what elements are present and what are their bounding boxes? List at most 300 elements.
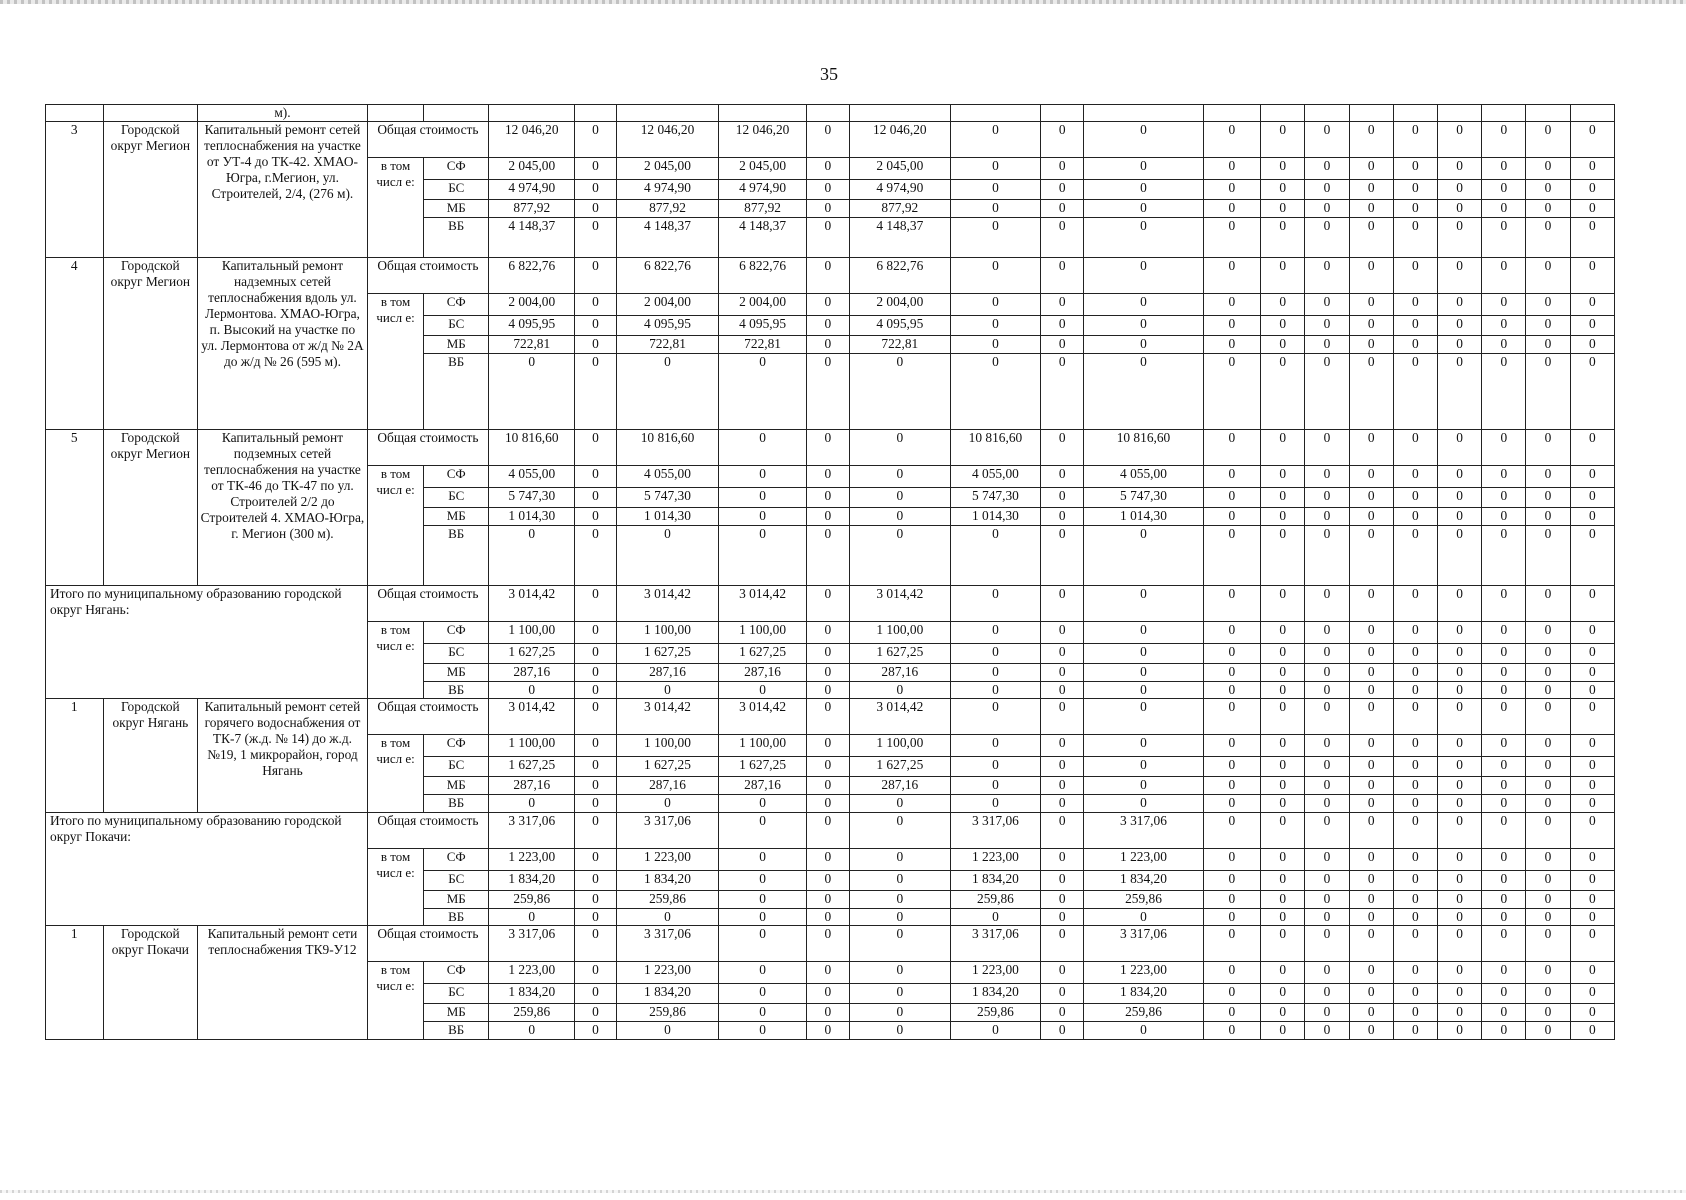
value-cell: 0: [1084, 586, 1203, 622]
value-cell: 1 627,25: [719, 757, 806, 777]
value-cell: 0: [1437, 682, 1481, 699]
value-cell: 0: [1203, 122, 1261, 158]
value-cell: 0: [1393, 258, 1437, 294]
value-cell: 3 014,42: [849, 586, 950, 622]
value-cell: 3 014,42: [719, 586, 806, 622]
value-cell: 1 223,00: [616, 962, 719, 984]
value-cell: 0: [1437, 891, 1481, 909]
value-cell: 0: [1393, 316, 1437, 336]
value-cell: 0: [1305, 586, 1349, 622]
value-cell: 1 834,20: [489, 871, 575, 891]
value-cell: 0: [1084, 757, 1203, 777]
value-cell: 0: [1437, 354, 1481, 430]
value-cell: 0: [1305, 962, 1349, 984]
value-cell: 0: [575, 813, 616, 849]
value-cell: 0: [1349, 735, 1393, 757]
value-cell: 0: [1393, 354, 1437, 430]
value-cell: 0: [1526, 849, 1570, 871]
value-cell: 0: [575, 909, 616, 926]
value-cell: 0: [1482, 926, 1526, 962]
value-cell: 0: [1482, 622, 1526, 644]
value-cell: 0: [1482, 813, 1526, 849]
value-cell: 0: [1203, 508, 1261, 526]
value-cell: 722,81: [489, 336, 575, 354]
value-cell: 0: [575, 294, 616, 316]
cell: [1349, 105, 1393, 122]
value-cell: 0: [1261, 777, 1305, 795]
value-cell: 0: [950, 200, 1040, 218]
value-cell: 0: [575, 354, 616, 430]
value-cell: 0: [1482, 526, 1526, 586]
total-cost-label: Общая стоимость: [367, 813, 488, 849]
value-cell: 0: [575, 430, 616, 466]
funding-source-label: БС: [424, 757, 489, 777]
value-cell: 0: [1482, 294, 1526, 316]
value-cell: 0: [1482, 735, 1526, 757]
value-cell: 0: [575, 336, 616, 354]
value-cell: 0: [1041, 777, 1084, 795]
value-cell: 0: [806, 777, 849, 795]
value-cell: 0: [1393, 871, 1437, 891]
value-cell: 0: [719, 891, 806, 909]
value-cell: 0: [1041, 526, 1084, 586]
value-cell: 0: [1305, 122, 1349, 158]
value-cell: 12 046,20: [849, 122, 950, 158]
value-cell: 0: [1305, 849, 1349, 871]
value-cell: 1 014,30: [950, 508, 1040, 526]
value-cell: 0: [806, 757, 849, 777]
municipality-name: Городской округ Мегион: [103, 430, 198, 586]
value-cell: 0: [1526, 682, 1570, 699]
value-cell: 1 100,00: [489, 622, 575, 644]
value-cell: 2 045,00: [616, 158, 719, 180]
value-cell: 0: [950, 180, 1040, 200]
value-cell: 0: [1393, 926, 1437, 962]
value-cell: 0: [1526, 488, 1570, 508]
value-cell: 0: [849, 488, 950, 508]
value-cell: 0: [1261, 466, 1305, 488]
value-cell: 0: [575, 682, 616, 699]
value-cell: 0: [1305, 180, 1349, 200]
value-cell: 0: [1437, 664, 1481, 682]
value-cell: 0: [1393, 294, 1437, 316]
value-cell: 0: [1482, 909, 1526, 926]
value-cell: 0: [616, 682, 719, 699]
value-cell: 2 045,00: [489, 158, 575, 180]
value-cell: 0: [1041, 336, 1084, 354]
value-cell: 0: [1041, 757, 1084, 777]
value-cell: 0: [1482, 586, 1526, 622]
value-cell: 0: [1482, 1022, 1526, 1040]
municipality-name: Городской округ Покачи: [103, 926, 198, 1040]
item-row: [46, 430, 1615, 466]
value-cell: 0: [1482, 757, 1526, 777]
value-cell: 3 014,42: [489, 699, 575, 735]
value-cell: 0: [1261, 682, 1305, 699]
value-cell: 0: [806, 849, 849, 871]
value-cell: 0: [1482, 871, 1526, 891]
value-cell: 0: [1570, 258, 1614, 294]
value-cell: 0: [1203, 336, 1261, 354]
value-cell: 0: [1393, 813, 1437, 849]
value-cell: 0: [806, 735, 849, 757]
value-cell: 0: [1305, 294, 1349, 316]
value-cell: 6 822,76: [719, 258, 806, 294]
value-cell: 0: [1349, 258, 1393, 294]
value-cell: 0: [1084, 909, 1203, 926]
value-cell: 0: [1084, 664, 1203, 682]
value-cell: 0: [950, 777, 1040, 795]
value-cell: 0: [719, 526, 806, 586]
value-cell: 0: [1261, 962, 1305, 984]
value-cell: 1 223,00: [616, 849, 719, 871]
value-cell: 0: [1041, 200, 1084, 218]
cell: [367, 105, 424, 122]
continuation-text: м).: [198, 105, 368, 122]
value-cell: 0: [1261, 795, 1305, 813]
value-cell: 1 627,25: [489, 757, 575, 777]
value-cell: 0: [575, 218, 616, 258]
value-cell: 0: [575, 1004, 616, 1022]
cell: [575, 105, 616, 122]
value-cell: 0: [1041, 849, 1084, 871]
value-cell: 0: [719, 508, 806, 526]
value-cell: 0: [1526, 1004, 1570, 1022]
value-cell: 1 014,30: [616, 508, 719, 526]
value-cell: 0: [489, 354, 575, 430]
value-cell: 0: [806, 622, 849, 644]
value-cell: 0: [1482, 664, 1526, 682]
value-cell: 0: [1305, 200, 1349, 218]
value-cell: 877,92: [489, 200, 575, 218]
value-cell: 0: [719, 682, 806, 699]
value-cell: 3 317,06: [1084, 813, 1203, 849]
value-cell: 0: [1041, 795, 1084, 813]
value-cell: 0: [1437, 430, 1481, 466]
value-cell: 0: [806, 795, 849, 813]
value-cell: 0: [1393, 777, 1437, 795]
value-cell: 0: [1437, 488, 1481, 508]
value-cell: 0: [575, 962, 616, 984]
value-cell: 0: [1349, 777, 1393, 795]
value-cell: 0: [1261, 294, 1305, 316]
value-cell: 0: [1526, 984, 1570, 1004]
value-cell: 0: [1084, 218, 1203, 258]
item-row: [46, 699, 1615, 735]
value-cell: 0: [1305, 984, 1349, 1004]
value-cell: 0: [950, 294, 1040, 316]
value-cell: 0: [950, 526, 1040, 586]
value-cell: 0: [1203, 488, 1261, 508]
value-cell: 10 816,60: [950, 430, 1040, 466]
value-cell: 0: [1482, 430, 1526, 466]
value-cell: 0: [1349, 354, 1393, 430]
value-cell: 0: [1261, 664, 1305, 682]
value-cell: 259,86: [489, 1004, 575, 1022]
value-cell: 0: [1437, 180, 1481, 200]
including-label: в том числ е:: [367, 466, 424, 586]
value-cell: 0: [1041, 354, 1084, 430]
value-cell: 0: [1203, 586, 1261, 622]
value-cell: 1 014,30: [1084, 508, 1203, 526]
value-cell: 0: [1393, 488, 1437, 508]
value-cell: 0: [719, 795, 806, 813]
value-cell: 0: [1261, 158, 1305, 180]
value-cell: 1 100,00: [849, 735, 950, 757]
value-cell: 0: [1437, 909, 1481, 926]
continuation-row: [46, 105, 1615, 122]
value-cell: 0: [1203, 984, 1261, 1004]
value-cell: 259,86: [950, 1004, 1040, 1022]
object-description: Капитальный ремонт сети теплоснабжения ТК9-У12: [198, 926, 368, 1040]
value-cell: 0: [1305, 1004, 1349, 1022]
value-cell: 0: [575, 258, 616, 294]
cell: [616, 105, 719, 122]
value-cell: 0: [719, 926, 806, 962]
value-cell: 0: [1526, 813, 1570, 849]
value-cell: 0: [1349, 586, 1393, 622]
value-cell: 0: [1393, 664, 1437, 682]
value-cell: 0: [1203, 354, 1261, 430]
value-cell: 0: [1203, 644, 1261, 664]
object-description: Капитальный ремонт сетей теплоснабжения на участке от УТ-4 до ТК-42. ХМАО-Югра, г.Мегион, ул. Строителей, 2/4, (276 м).: [198, 122, 368, 258]
value-cell: 3 014,42: [489, 586, 575, 622]
cell: [1526, 105, 1570, 122]
total-cost-label: Общая стоимость: [367, 699, 488, 735]
funding-source-label: МБ: [424, 200, 489, 218]
value-cell: 0: [1482, 984, 1526, 1004]
item-number: 5: [46, 430, 104, 586]
value-cell: 4 095,95: [849, 316, 950, 336]
funding-source-label: СФ: [424, 158, 489, 180]
value-cell: 0: [1526, 158, 1570, 180]
value-cell: 259,86: [950, 891, 1040, 909]
value-cell: 0: [1482, 795, 1526, 813]
value-cell: 0: [849, 871, 950, 891]
value-cell: 0: [1305, 735, 1349, 757]
value-cell: 3 014,42: [719, 699, 806, 735]
value-cell: 0: [1203, 180, 1261, 200]
value-cell: 0: [1041, 316, 1084, 336]
value-cell: 0: [1261, 586, 1305, 622]
value-cell: 0: [1393, 682, 1437, 699]
value-cell: 0: [849, 430, 950, 466]
value-cell: 0: [1349, 336, 1393, 354]
value-cell: 0: [1041, 735, 1084, 757]
value-cell: 0: [806, 586, 849, 622]
value-cell: 0: [950, 316, 1040, 336]
value-cell: 877,92: [616, 200, 719, 218]
value-cell: 4 974,90: [849, 180, 950, 200]
value-cell: 0: [950, 258, 1040, 294]
value-cell: 3 014,42: [616, 586, 719, 622]
value-cell: 1 223,00: [950, 962, 1040, 984]
value-cell: 10 816,60: [489, 430, 575, 466]
value-cell: 1 627,25: [849, 644, 950, 664]
value-cell: 10 816,60: [616, 430, 719, 466]
value-cell: 0: [1203, 813, 1261, 849]
funding-source-label: БС: [424, 871, 489, 891]
value-cell: 0: [575, 735, 616, 757]
funding-source-label: СФ: [424, 849, 489, 871]
value-cell: 0: [1570, 200, 1614, 218]
value-cell: 0: [1526, 526, 1570, 586]
value-cell: 0: [1084, 682, 1203, 699]
value-cell: 0: [1305, 622, 1349, 644]
subtotal-label: Итого по муниципальному образованию городской округ Нягань:: [46, 586, 368, 699]
value-cell: 0: [1437, 926, 1481, 962]
value-cell: 0: [1261, 508, 1305, 526]
value-cell: 0: [1570, 430, 1614, 466]
value-cell: 0: [806, 1022, 849, 1040]
value-cell: 0: [1261, 200, 1305, 218]
value-cell: 0: [489, 682, 575, 699]
value-cell: 1 627,25: [719, 644, 806, 664]
value-cell: 0: [1203, 218, 1261, 258]
value-cell: 4 055,00: [1084, 466, 1203, 488]
funding-source-label: СФ: [424, 466, 489, 488]
value-cell: 0: [950, 354, 1040, 430]
value-cell: 0: [1570, 294, 1614, 316]
value-cell: 0: [950, 644, 1040, 664]
value-cell: 0: [806, 258, 849, 294]
value-cell: 0: [1570, 1004, 1614, 1022]
value-cell: 4 974,90: [616, 180, 719, 200]
page-number: 35: [820, 64, 838, 84]
value-cell: 0: [1305, 777, 1349, 795]
value-cell: 0: [1526, 926, 1570, 962]
value-cell: 0: [950, 909, 1040, 926]
value-cell: 0: [1437, 871, 1481, 891]
value-cell: 0: [806, 699, 849, 735]
value-cell: 0: [616, 526, 719, 586]
value-cell: 0: [575, 586, 616, 622]
value-cell: 4 055,00: [616, 466, 719, 488]
value-cell: 0: [1393, 909, 1437, 926]
cell: [1084, 105, 1203, 122]
value-cell: 0: [1261, 699, 1305, 735]
value-cell: 0: [1305, 430, 1349, 466]
value-cell: 0: [575, 757, 616, 777]
value-cell: 0: [806, 644, 849, 664]
value-cell: 0: [849, 682, 950, 699]
value-cell: 0: [1084, 354, 1203, 430]
cell: [1261, 105, 1305, 122]
value-cell: 0: [1041, 466, 1084, 488]
cell: [1305, 105, 1349, 122]
value-cell: 2 004,00: [489, 294, 575, 316]
value-cell: 12 046,20: [719, 122, 806, 158]
value-cell: 4 055,00: [489, 466, 575, 488]
value-cell: 0: [806, 336, 849, 354]
value-cell: 0: [1482, 1004, 1526, 1022]
value-cell: 0: [1393, 891, 1437, 909]
value-cell: 0: [1305, 871, 1349, 891]
value-cell: 0: [1084, 1022, 1203, 1040]
value-cell: 3 317,06: [489, 813, 575, 849]
value-cell: 0: [1393, 849, 1437, 871]
value-cell: 0: [719, 488, 806, 508]
value-cell: 0: [1437, 757, 1481, 777]
value-cell: 0: [1526, 622, 1570, 644]
value-cell: 1 627,25: [616, 757, 719, 777]
value-cell: 0: [1570, 526, 1614, 586]
value-cell: 0: [1526, 962, 1570, 984]
value-cell: 0: [1305, 926, 1349, 962]
value-cell: 0: [1261, 218, 1305, 258]
value-cell: 0: [806, 466, 849, 488]
value-cell: 0: [1437, 258, 1481, 294]
cell: [950, 105, 1040, 122]
value-cell: 0: [1393, 644, 1437, 664]
value-cell: 0: [1261, 813, 1305, 849]
funding-source-label: БС: [424, 984, 489, 1004]
value-cell: 0: [806, 1004, 849, 1022]
value-cell: 0: [1203, 777, 1261, 795]
value-cell: 0: [806, 430, 849, 466]
value-cell: 0: [719, 354, 806, 430]
value-cell: 0: [1570, 122, 1614, 158]
subtotal-label: Итого по муниципальному образованию городской округ Покачи:: [46, 813, 368, 926]
value-cell: 1 100,00: [849, 622, 950, 644]
value-cell: 287,16: [719, 777, 806, 795]
value-cell: 0: [1482, 891, 1526, 909]
funding-source-label: ВБ: [424, 909, 489, 926]
value-cell: 0: [806, 871, 849, 891]
value-cell: 0: [1261, 871, 1305, 891]
value-cell: 0: [616, 354, 719, 430]
value-cell: 0: [806, 316, 849, 336]
value-cell: 1 100,00: [616, 622, 719, 644]
value-cell: 0: [1393, 336, 1437, 354]
funding-source-label: ВБ: [424, 354, 489, 430]
value-cell: 0: [806, 984, 849, 1004]
value-cell: 0: [1437, 1004, 1481, 1022]
value-cell: 3 317,06: [616, 813, 719, 849]
funding-source-label: ВБ: [424, 1022, 489, 1040]
cell: [489, 105, 575, 122]
value-cell: 0: [1349, 316, 1393, 336]
value-cell: 0: [1526, 909, 1570, 926]
value-cell: 0: [1437, 200, 1481, 218]
value-cell: 0: [1437, 735, 1481, 757]
value-cell: 3 317,06: [489, 926, 575, 962]
total-cost-label: Общая стоимость: [367, 926, 488, 962]
value-cell: 0: [1393, 200, 1437, 218]
value-cell: 259,86: [616, 1004, 719, 1022]
value-cell: 0: [1261, 336, 1305, 354]
value-cell: 0: [1349, 430, 1393, 466]
value-cell: 0: [1041, 218, 1084, 258]
value-cell: 4 974,90: [719, 180, 806, 200]
value-cell: 0: [1349, 122, 1393, 158]
value-cell: 0: [719, 871, 806, 891]
value-cell: 0: [1482, 777, 1526, 795]
value-cell: 0: [1041, 871, 1084, 891]
value-cell: 0: [806, 891, 849, 909]
item-number: 1: [46, 926, 104, 1040]
value-cell: 0: [575, 158, 616, 180]
funding-source-label: БС: [424, 316, 489, 336]
value-cell: 0: [1482, 258, 1526, 294]
value-cell: 287,16: [616, 777, 719, 795]
value-cell: 0: [1482, 508, 1526, 526]
value-cell: 0: [1482, 122, 1526, 158]
value-cell: 0: [1437, 336, 1481, 354]
value-cell: 0: [1437, 849, 1481, 871]
total-cost-label: Общая стоимость: [367, 122, 488, 158]
value-cell: 0: [1482, 180, 1526, 200]
